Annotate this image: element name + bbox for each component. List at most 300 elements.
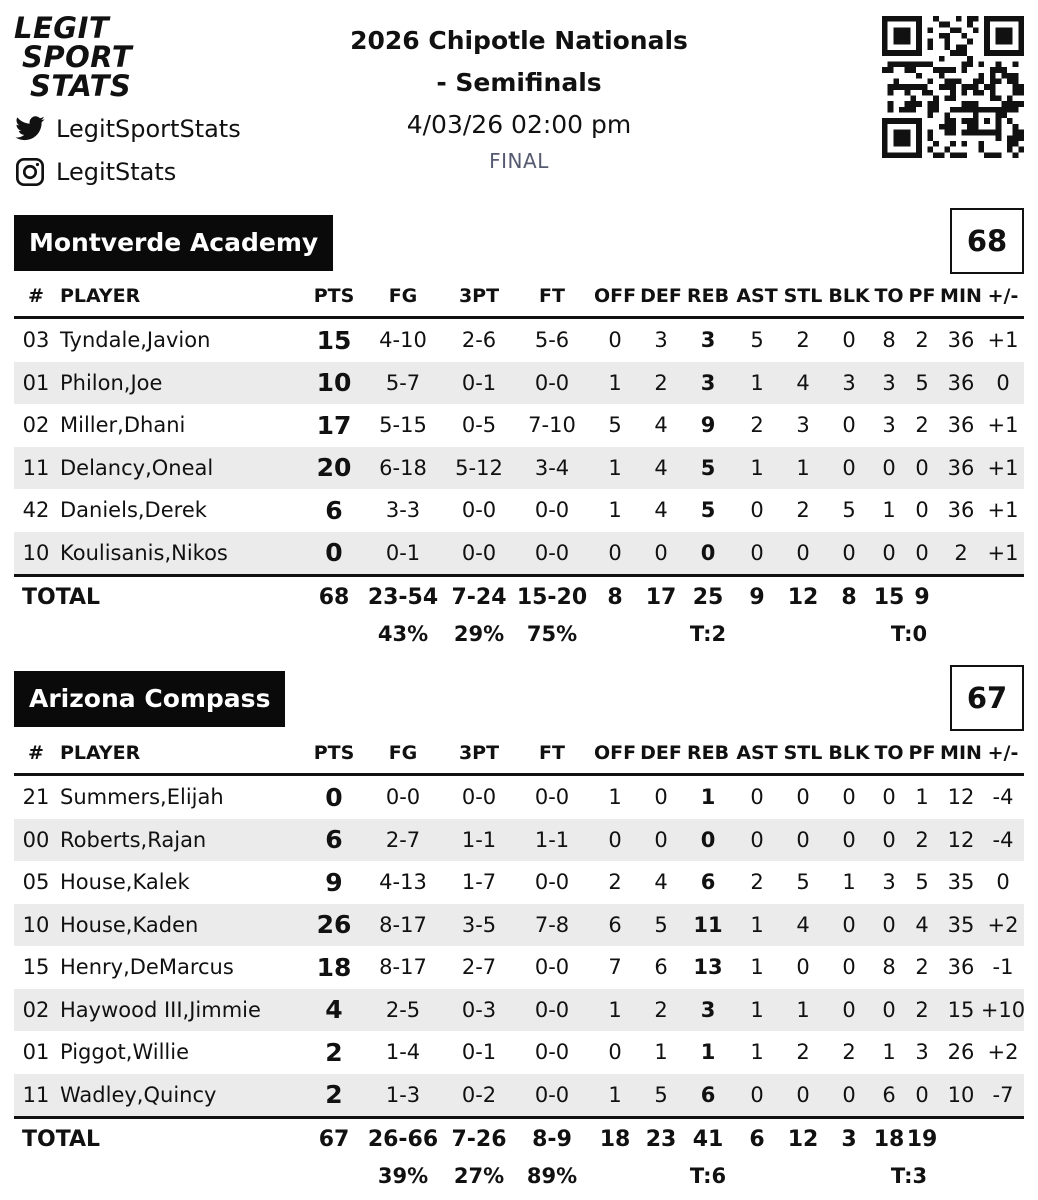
free-throws: 1-1 xyxy=(534,827,570,852)
percentage-row xyxy=(14,617,1024,651)
rebounds: 9 xyxy=(700,413,716,438)
field-goals: 6-18 xyxy=(379,455,427,480)
player-name: Miller,Dhani xyxy=(60,413,186,438)
game-datetime: 4/03/26 02:00 pm xyxy=(406,110,632,139)
game-status: FINAL xyxy=(489,149,549,173)
points: 2 xyxy=(325,1080,343,1110)
totals-row xyxy=(14,577,1024,617)
offensive-rebounds-total: 18 xyxy=(599,1126,631,1152)
rebounds: 0 xyxy=(700,827,716,852)
blocks: 0 xyxy=(842,912,856,937)
defensive-rebounds: 5 xyxy=(654,1082,668,1107)
turnovers: 8 xyxy=(882,955,896,980)
steals: 5 xyxy=(796,870,810,895)
rebounds: 0 xyxy=(700,540,716,565)
blocks: 1 xyxy=(842,870,856,895)
team-score-value: 67 xyxy=(966,681,1008,715)
jersey-number: 02 xyxy=(22,997,50,1022)
steals: 2 xyxy=(796,498,810,523)
assists: 0 xyxy=(750,498,764,523)
points: 15 xyxy=(316,325,352,355)
plus-minus: +2 xyxy=(987,1040,1019,1065)
offensive-rebounds: 6 xyxy=(608,912,622,937)
points: 6 xyxy=(325,495,343,525)
free-throws: 0-0 xyxy=(534,370,570,395)
blocks-header: BLK xyxy=(828,742,870,764)
jersey-number-header: # xyxy=(28,742,44,764)
offensive-rebounds: 5 xyxy=(608,413,622,438)
jersey-number: 02 xyxy=(22,413,50,438)
turnovers: 1 xyxy=(882,498,896,523)
steals: 2 xyxy=(796,1040,810,1065)
assists: 1 xyxy=(750,997,764,1022)
three-pointers: 0-1 xyxy=(461,370,497,395)
offensive-rebounds-total: 8 xyxy=(607,584,623,610)
game-subtitle: - Semifinals xyxy=(436,68,602,97)
plus-minus-header: +/- xyxy=(987,285,1019,307)
jersey-number: 11 xyxy=(22,1082,50,1107)
minutes-header: MIN xyxy=(940,285,982,307)
field-goals-pct: 43% xyxy=(377,622,429,646)
blocks-total: 3 xyxy=(841,1126,857,1152)
twitter-icon xyxy=(14,113,46,145)
defensive-rebounds: 0 xyxy=(654,540,668,565)
plus-minus: -4 xyxy=(992,827,1014,852)
defensive-rebounds: 2 xyxy=(654,997,668,1022)
free-throws: 0-0 xyxy=(534,997,570,1022)
player-name: Piggot,Willie xyxy=(60,1040,190,1065)
turnovers-pct: T:0 xyxy=(890,622,928,646)
turnovers: 3 xyxy=(882,370,896,395)
player-name: Wadley,Quincy xyxy=(60,1082,217,1107)
blocks: 0 xyxy=(842,785,856,810)
table-header xyxy=(14,733,1024,776)
plus-minus: +1 xyxy=(987,413,1019,438)
offensive-rebounds: 0 xyxy=(608,328,622,353)
steals: 4 xyxy=(796,370,810,395)
field-goals-header: FG xyxy=(388,742,418,764)
personal-fouls: 2 xyxy=(915,328,929,353)
assists: 0 xyxy=(750,827,764,852)
turnovers: 3 xyxy=(882,413,896,438)
three-pointers: 0-1 xyxy=(461,1040,497,1065)
jersey-number: 15 xyxy=(22,955,50,980)
player-row xyxy=(14,362,1024,405)
defensive-rebounds: 5 xyxy=(654,912,668,937)
blocks: 0 xyxy=(842,455,856,480)
player-row xyxy=(14,776,1024,819)
plus-minus: +1 xyxy=(987,455,1019,480)
three-pointers: 0-3 xyxy=(461,997,497,1022)
turnovers-total: 15 xyxy=(873,584,905,610)
defensive-rebounds: 0 xyxy=(654,827,668,852)
field-goals: 8-17 xyxy=(379,912,427,937)
box-score-table xyxy=(14,276,1024,651)
minutes: 12 xyxy=(947,785,975,810)
free-throws: 0-0 xyxy=(534,785,570,810)
steals: 0 xyxy=(796,785,810,810)
rebounds: 5 xyxy=(700,455,716,480)
turnovers-header: TO xyxy=(874,285,904,307)
free-throws-total: 8-9 xyxy=(532,1126,572,1152)
blocks: 0 xyxy=(842,540,856,565)
plus-minus: 0 xyxy=(996,870,1010,895)
three-pointers: 2-6 xyxy=(461,328,497,353)
offensive-rebounds: 1 xyxy=(608,498,622,523)
turnovers: 3 xyxy=(882,870,896,895)
steals: 0 xyxy=(796,540,810,565)
logo-line: SPORT xyxy=(22,40,133,74)
personal-fouls-total: 9 xyxy=(914,584,930,610)
offensive-rebounds-header: OFF xyxy=(593,742,637,764)
points: 18 xyxy=(316,952,352,982)
offensive-rebounds: 1 xyxy=(608,1082,622,1107)
plus-minus: -4 xyxy=(992,785,1014,810)
three-pointers-total: 7-24 xyxy=(451,584,507,610)
plus-minus: +1 xyxy=(987,498,1019,523)
player-row xyxy=(14,989,1024,1032)
assists-total: 9 xyxy=(749,584,765,610)
three-pointers-total: 7-26 xyxy=(451,1126,507,1152)
minutes: 36 xyxy=(947,413,975,438)
assists: 1 xyxy=(750,912,764,937)
offensive-rebounds: 0 xyxy=(608,827,622,852)
free-throws: 7-10 xyxy=(528,413,576,438)
team-score xyxy=(950,208,1024,274)
three-pointers: 5-12 xyxy=(455,455,503,480)
defensive-rebounds: 4 xyxy=(654,455,668,480)
player-name: Henry,DeMarcus xyxy=(60,955,234,980)
player-row xyxy=(14,819,1024,862)
turnovers: 0 xyxy=(882,455,896,480)
steals-total: 12 xyxy=(787,584,819,610)
instagram-icon xyxy=(14,156,46,188)
three-pointers: 3-5 xyxy=(461,912,497,937)
jersey-number: 05 xyxy=(22,870,50,895)
steals: 1 xyxy=(796,997,810,1022)
turnovers: 0 xyxy=(882,827,896,852)
jersey-number: 11 xyxy=(22,455,50,480)
three-pointers-header: 3PT xyxy=(458,285,500,307)
points: 10 xyxy=(316,368,352,398)
plus-minus: +1 xyxy=(987,540,1019,565)
personal-fouls: 0 xyxy=(915,498,929,523)
totals-label: TOTAL xyxy=(22,1126,101,1152)
free-throws-total: 15-20 xyxy=(516,584,588,610)
jersey-number: 00 xyxy=(22,827,50,852)
blocks: 5 xyxy=(842,498,856,523)
defensive-rebounds-total: 17 xyxy=(645,584,677,610)
minutes: 10 xyxy=(947,1082,975,1107)
offensive-rebounds: 2 xyxy=(608,870,622,895)
player-name: Summers,Elijah xyxy=(60,785,224,810)
free-throws-header: FT xyxy=(539,742,565,764)
rebounds-pct: T:6 xyxy=(689,1164,727,1188)
rebounds: 3 xyxy=(700,997,716,1022)
box-score-table xyxy=(14,733,1024,1193)
turnovers: 0 xyxy=(882,785,896,810)
plus-minus: -7 xyxy=(992,1082,1014,1107)
field-goals: 0-0 xyxy=(385,785,421,810)
steals: 1 xyxy=(796,455,810,480)
minutes: 36 xyxy=(947,498,975,523)
player-name: Delancy,Oneal xyxy=(60,455,214,480)
player-name: Daniels,Derek xyxy=(60,498,207,523)
plus-minus: +1 xyxy=(987,328,1019,353)
points-total: 67 xyxy=(318,1126,350,1152)
personal-fouls: 0 xyxy=(915,540,929,565)
free-throws: 0-0 xyxy=(534,1040,570,1065)
steals: 3 xyxy=(796,413,810,438)
three-pointers: 0-0 xyxy=(461,540,497,565)
assists: 0 xyxy=(750,785,764,810)
personal-fouls: 5 xyxy=(915,870,929,895)
personal-fouls-header: PF xyxy=(908,285,936,307)
field-goals: 8-17 xyxy=(379,955,427,980)
free-throws-pct: 89% xyxy=(526,1164,578,1188)
player-row xyxy=(14,404,1024,447)
personal-fouls: 0 xyxy=(915,455,929,480)
jersey-number-header: # xyxy=(28,285,44,307)
rebounds-header: REB xyxy=(686,742,730,764)
player-name: Koulisanis,Nikos xyxy=(60,540,228,565)
minutes: 36 xyxy=(947,328,975,353)
offensive-rebounds: 7 xyxy=(608,955,622,980)
free-throws: 3-4 xyxy=(534,455,570,480)
personal-fouls: 2 xyxy=(915,997,929,1022)
team-name-banner xyxy=(14,215,333,271)
qr-code xyxy=(882,16,1024,158)
three-pointers: 0-0 xyxy=(461,498,497,523)
player-name: Tyndale,Javion xyxy=(60,328,211,353)
assists: 0 xyxy=(750,540,764,565)
offensive-rebounds: 0 xyxy=(608,540,622,565)
steals: 2 xyxy=(796,328,810,353)
minutes: 35 xyxy=(947,912,975,937)
personal-fouls: 5 xyxy=(915,370,929,395)
offensive-rebounds: 1 xyxy=(608,785,622,810)
defensive-rebounds: 4 xyxy=(654,870,668,895)
blocks: 3 xyxy=(842,370,856,395)
steals: 0 xyxy=(796,1082,810,1107)
steals-header: STL xyxy=(783,285,823,307)
player-row xyxy=(14,946,1024,989)
defensive-rebounds: 0 xyxy=(654,785,668,810)
three-pointers-header: 3PT xyxy=(458,742,500,764)
totals-label: TOTAL xyxy=(22,584,101,610)
jersey-number: 01 xyxy=(22,1040,50,1065)
rebounds: 11 xyxy=(693,912,723,937)
steals-total: 12 xyxy=(787,1126,819,1152)
blocks: 0 xyxy=(842,1082,856,1107)
free-throws: 7-8 xyxy=(534,912,570,937)
defensive-rebounds: 4 xyxy=(654,498,668,523)
offensive-rebounds: 1 xyxy=(608,997,622,1022)
plus-minus: 0 xyxy=(996,370,1010,395)
steals-header: STL xyxy=(783,742,823,764)
minutes: 36 xyxy=(947,455,975,480)
minutes: 2 xyxy=(954,540,968,565)
minutes: 12 xyxy=(947,827,975,852)
steals: 4 xyxy=(796,912,810,937)
plus-minus-header: +/- xyxy=(987,742,1019,764)
personal-fouls: 4 xyxy=(915,912,929,937)
turnovers: 8 xyxy=(882,328,896,353)
jersey-number: 42 xyxy=(22,498,50,523)
steals: 0 xyxy=(796,827,810,852)
instagram-handle xyxy=(14,156,176,188)
field-goals: 1-3 xyxy=(385,1082,421,1107)
blocks: 0 xyxy=(842,955,856,980)
assists: 0 xyxy=(750,1082,764,1107)
defensive-rebounds: 4 xyxy=(654,413,668,438)
game-header xyxy=(300,20,738,173)
rebounds: 3 xyxy=(700,370,716,395)
player-row xyxy=(14,489,1024,532)
personal-fouls: 2 xyxy=(915,413,929,438)
points: 20 xyxy=(316,453,352,483)
free-throws: 0-0 xyxy=(534,540,570,565)
minutes-header: MIN xyxy=(940,742,982,764)
rebounds-header: REB xyxy=(686,285,730,307)
minutes: 35 xyxy=(947,870,975,895)
three-pointers: 1-1 xyxy=(461,827,497,852)
personal-fouls: 2 xyxy=(915,955,929,980)
personal-fouls: 0 xyxy=(915,1082,929,1107)
field-goals: 5-7 xyxy=(385,370,421,395)
points: 0 xyxy=(325,782,343,812)
totals-row xyxy=(14,1119,1024,1159)
team-score-value: 68 xyxy=(966,224,1008,258)
assists-total: 6 xyxy=(749,1126,765,1152)
personal-fouls-header: PF xyxy=(908,742,936,764)
jersey-number: 03 xyxy=(22,328,50,353)
player-row xyxy=(14,861,1024,904)
rebounds: 6 xyxy=(700,870,716,895)
turnovers: 0 xyxy=(882,912,896,937)
defensive-rebounds: 1 xyxy=(654,1040,668,1065)
points-header: PTS xyxy=(313,285,355,307)
field-goals-pct: 39% xyxy=(377,1164,429,1188)
logo-line: STATS xyxy=(30,69,132,103)
table-header xyxy=(14,276,1024,319)
points: 9 xyxy=(325,867,343,897)
field-goals: 4-10 xyxy=(379,328,427,353)
points: 4 xyxy=(325,995,343,1025)
free-throws: 0-0 xyxy=(534,870,570,895)
offensive-rebounds: 1 xyxy=(608,455,622,480)
rebounds: 1 xyxy=(700,785,716,810)
rebounds: 5 xyxy=(700,498,716,523)
assists: 5 xyxy=(750,328,764,353)
plus-minus: +10 xyxy=(980,997,1026,1022)
rebounds: 6 xyxy=(700,1082,716,1107)
blocks: 0 xyxy=(842,827,856,852)
personal-fouls-total: 19 xyxy=(906,1126,938,1152)
jersey-number: 01 xyxy=(22,370,50,395)
plus-minus: +2 xyxy=(987,912,1019,937)
assists: 2 xyxy=(750,870,764,895)
defensive-rebounds-header: DEF xyxy=(640,742,682,764)
field-goals: 4-13 xyxy=(379,870,427,895)
minutes: 36 xyxy=(947,370,975,395)
blocks: 0 xyxy=(842,328,856,353)
player-row xyxy=(14,532,1024,575)
field-goals: 1-4 xyxy=(385,1040,421,1065)
twitter-handle-text: LegitSportStats xyxy=(56,115,241,143)
turnovers: 0 xyxy=(882,997,896,1022)
offensive-rebounds: 1 xyxy=(608,370,622,395)
defensive-rebounds: 6 xyxy=(654,955,668,980)
player-name: Roberts,Rajan xyxy=(60,827,207,852)
player-name: Haywood III,Jimmie xyxy=(60,997,261,1022)
instagram-handle-text: LegitStats xyxy=(56,158,177,186)
player-row xyxy=(14,447,1024,490)
points: 26 xyxy=(316,910,352,940)
blocks: 0 xyxy=(842,997,856,1022)
three-pointers-pct: 29% xyxy=(453,622,505,646)
plus-minus: -1 xyxy=(992,955,1014,980)
team-name: Montverde Academy xyxy=(29,228,319,257)
field-goals-total: 23-54 xyxy=(367,584,439,610)
points: 6 xyxy=(325,825,343,855)
defensive-rebounds-total: 23 xyxy=(645,1126,677,1152)
team-name-banner xyxy=(14,671,285,727)
personal-fouls: 1 xyxy=(915,785,929,810)
three-pointers: 0-0 xyxy=(461,785,497,810)
offensive-rebounds-header: OFF xyxy=(593,285,637,307)
three-pointers-pct: 27% xyxy=(453,1164,505,1188)
rebounds: 1 xyxy=(700,1040,716,1065)
personal-fouls: 3 xyxy=(915,1040,929,1065)
field-goals-total: 26-66 xyxy=(367,1126,439,1152)
rebounds-pct: T:2 xyxy=(689,622,727,646)
defensive-rebounds-header: DEF xyxy=(640,285,682,307)
personal-fouls: 2 xyxy=(915,827,929,852)
turnovers-pct: T:3 xyxy=(890,1164,928,1188)
three-pointers: 1-7 xyxy=(461,870,497,895)
assists-header: AST xyxy=(736,742,778,764)
minutes: 15 xyxy=(947,997,975,1022)
field-goals: 2-7 xyxy=(385,827,421,852)
logo-line: LEGIT xyxy=(14,11,110,45)
defensive-rebounds: 2 xyxy=(654,370,668,395)
jersey-number: 10 xyxy=(22,540,50,565)
steals: 0 xyxy=(796,955,810,980)
free-throws-pct: 75% xyxy=(526,622,578,646)
assists: 1 xyxy=(750,1040,764,1065)
turnovers: 1 xyxy=(882,1040,896,1065)
turnovers-header: TO xyxy=(874,742,904,764)
jersey-number: 21 xyxy=(22,785,50,810)
player-name: House,Kaden xyxy=(60,912,199,937)
jersey-number: 10 xyxy=(22,912,50,937)
assists: 1 xyxy=(750,455,764,480)
free-throws: 5-6 xyxy=(534,328,570,353)
turnovers: 6 xyxy=(882,1082,896,1107)
turnovers: 0 xyxy=(882,540,896,565)
team-name: Arizona Compass xyxy=(29,684,271,713)
minutes: 26 xyxy=(947,1040,975,1065)
free-throws: 0-0 xyxy=(534,955,570,980)
field-goals: 5-15 xyxy=(379,413,427,438)
player-name: House,Kalek xyxy=(60,870,190,895)
three-pointers: 0-5 xyxy=(461,413,497,438)
three-pointers: 0-2 xyxy=(461,1082,497,1107)
points: 2 xyxy=(325,1037,343,1067)
points-total: 68 xyxy=(318,584,350,610)
defensive-rebounds: 3 xyxy=(654,328,668,353)
